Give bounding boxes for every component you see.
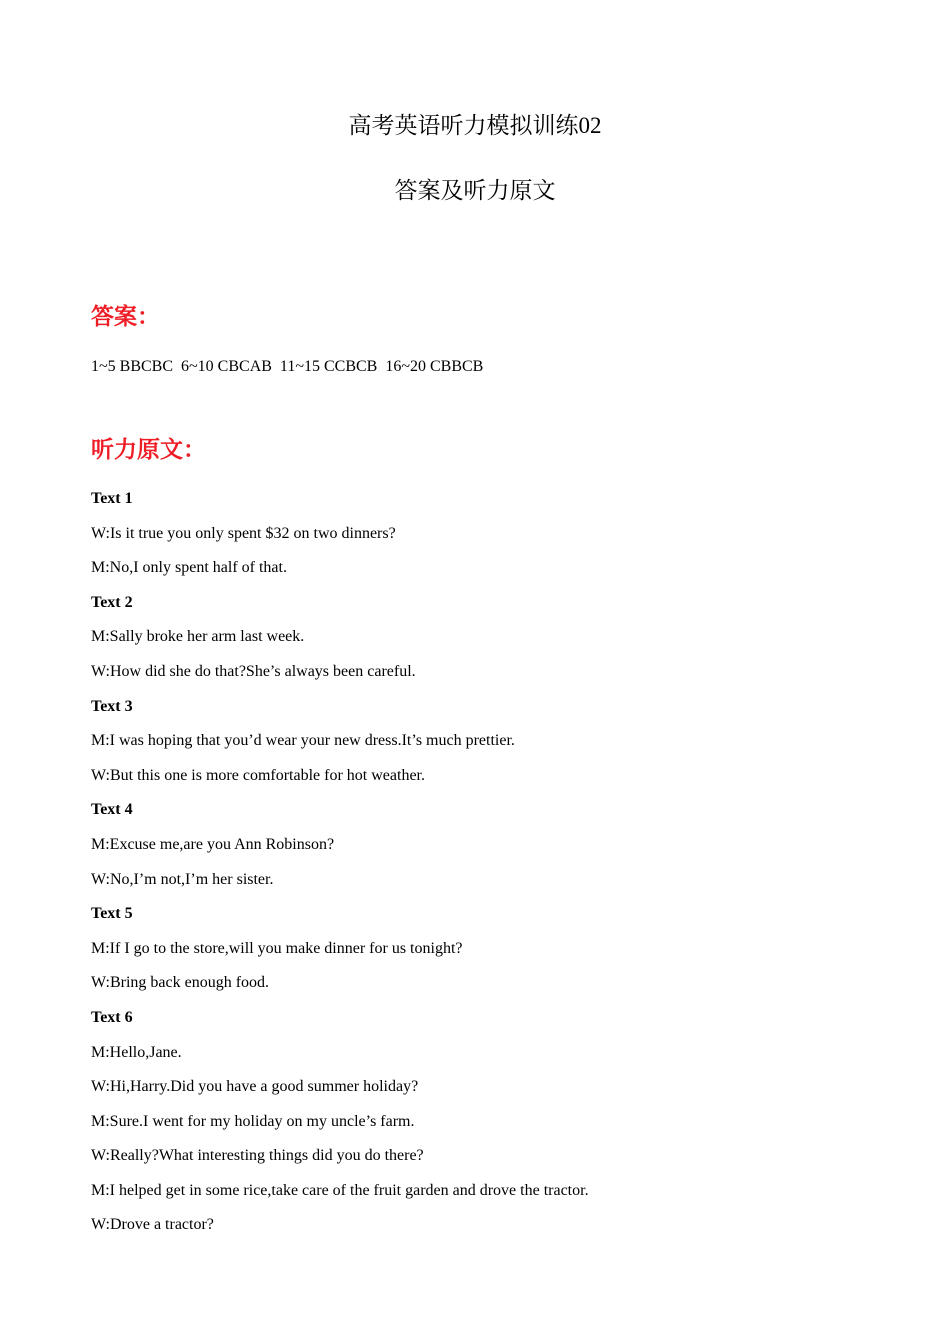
transcript-line: W:Bring back enough food. — [91, 974, 270, 992]
transcript-list — [91, 488, 891, 1249]
transcript-line: M:Excuse me,are you Ann Robinson? — [91, 835, 335, 853]
transcript-section-label: Text 5 — [91, 905, 133, 923]
transcript-line: M:Sure.I went for my holiday on my uncle’s farm. — [91, 1112, 415, 1130]
transcript-line: M:Sally broke her arm last week. — [91, 628, 305, 646]
transcript-section-label: Text 4 — [91, 801, 133, 819]
transcript-line: M:Hello,Jane. — [91, 1043, 182, 1061]
transcript-line: W:Is it true you only spent $32 on two dinners? — [91, 524, 396, 542]
transcript-section-label: Text 3 — [91, 697, 133, 715]
transcript-line: M:I was hoping that you’d wear your new dress.It’s much prettier. — [91, 732, 515, 750]
transcript-line: W:Hi,Harry.Did you have a good summer holiday? — [91, 1078, 419, 1096]
transcript-line: W:Drove a tractor? — [91, 1216, 214, 1234]
transcript-line: W:But this one is more comfortable for hot weather. — [91, 766, 425, 784]
document-subtitle: 答案及听力原文 — [394, 178, 556, 203]
document-title: 高考英语听力模拟训练02 — [348, 113, 602, 138]
transcript-line: W:No,I’m not,I’m her sister. — [91, 870, 274, 888]
transcript-line: W:Really?What interesting things did you do there? — [91, 1147, 424, 1165]
transcript-line: M:I helped get in some rice,take care of the fruit garden and drove the tractor. — [91, 1181, 589, 1199]
transcript-section-label: Text 1 — [91, 490, 133, 507]
transcript-section-label: Text 6 — [91, 1008, 133, 1026]
transcript-heading: 听力原文： — [91, 437, 206, 462]
transcript-section-label: Text 2 — [91, 593, 133, 611]
transcript-line: M:No,I only spent half of that. — [91, 559, 287, 577]
answers-heading: 答案： — [91, 304, 160, 329]
transcript-line: W:How did she do that?She’s always been careful. — [91, 662, 416, 680]
transcript-line: M:If I go to the store,will you make dinner for us tonight? — [91, 939, 463, 957]
answer-key-line: 1~5 BBCBC 6~10 CBCAB 11~15 CCBCB 16~20 CBBCB — [91, 358, 484, 375]
